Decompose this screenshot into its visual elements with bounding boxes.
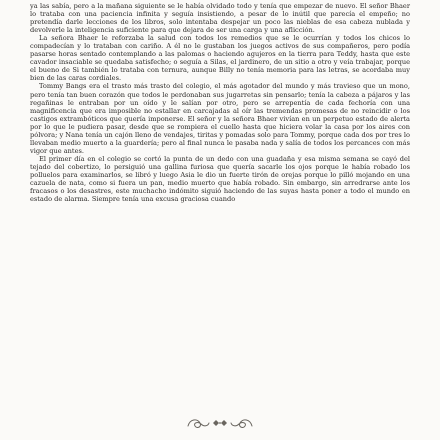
decorative-ornament: [0, 415, 440, 431]
body-text: [30, 2, 410, 203]
paragraph: El primer día en el colegio se cortó la punta de un dedo con una guadaña y esa misma semana se cayó del tejado del cobertizo, lo persiguió una gallina furiosa que quería sacarle los ojos porque le había robado los polluelos para examinarlos, se libró y luego Asia le dio un fuerte tirón de orejas porque lo pilló mojando en una cazuela de nata, como si fuera un pan, medio muerto que había robado. Sin embargo, sin arredrarse ante los fracasos o los desastres, este muchacho indómito siguió haciendo de las suyas hasta poner a todo el mundo en estado de alarma. Siempre tenía una excusa graciosa cuando: [30, 154, 410, 204]
paragraph: ya las sabía, pero a la mañana siguiente se le había olvidado todo y tenía que empezar de nuevo. El señor Bhaer lo trataba con una paciencia infinita y seguía insistiendo, a pesar de lo inútil que parecía el empeño; no pretendía darle lecciones de los libros, solo intentaba despejar un poco las nieblas de esa cabeza nublada y devolverle la inteligencia suficiente para que dejara de ser una carga y una aflicción.: [30, 2, 410, 35]
paragraph: La señora Bhaer le reforzaba la salud con todos los remedios que se le ocurrían y todos los chicos lo compadecían y lo trataban con cariño. A él no le gustaban los juegos activos de sus compañeros, pero podía pasarse horas sentado contemplando a las palomas o haciendo agujeros en la tierra para Teddy, hasta que este cavador insaciable se quedaba satisfecho; o seguía a Silas, el jardinero, de un sitio a otro y veía trabajar, porque el bueno de Si también lo trataba con ternura, aunque Billy no tenía memoria para las letras, se acordaba muy bien de las caras cordiales.: [30, 34, 410, 83]
flourish-icon: [185, 415, 255, 431]
paragraph: Tommy Bangs era el trasto más trasto del colegio, el más agotador del mundo y más travieso que un mono, pero tenía tan buen corazón que todos le perdonaban sus jugarretas sin pensarlo; tenía la cabeza a pájaros y las regañinas le entraban por un oído y le salían por otro, pero se arrepentía de cada fechoría con una magnificencia que era imposible no estallar en carcajadas al oír las tremendas promesas de no reincidir o los castigos extrambóticos que quería imponerse. El señor y la señora Bhaer vivían en un perpetuo estado de alerta por lo que le pudiera pasar, desde que se rompiera el cuello hasta que hiciera volar la casa por los aires con pólvora; y Nana tenía un cajón lleno de vendajes, tiritas y pomadas solo para Tommy, porque cada dos por tres lo llevaban medio muerto a la guardería; pero al final nunca le pasaba nada y salía de todos los percances con más vigor que antes.: [30, 82, 410, 155]
